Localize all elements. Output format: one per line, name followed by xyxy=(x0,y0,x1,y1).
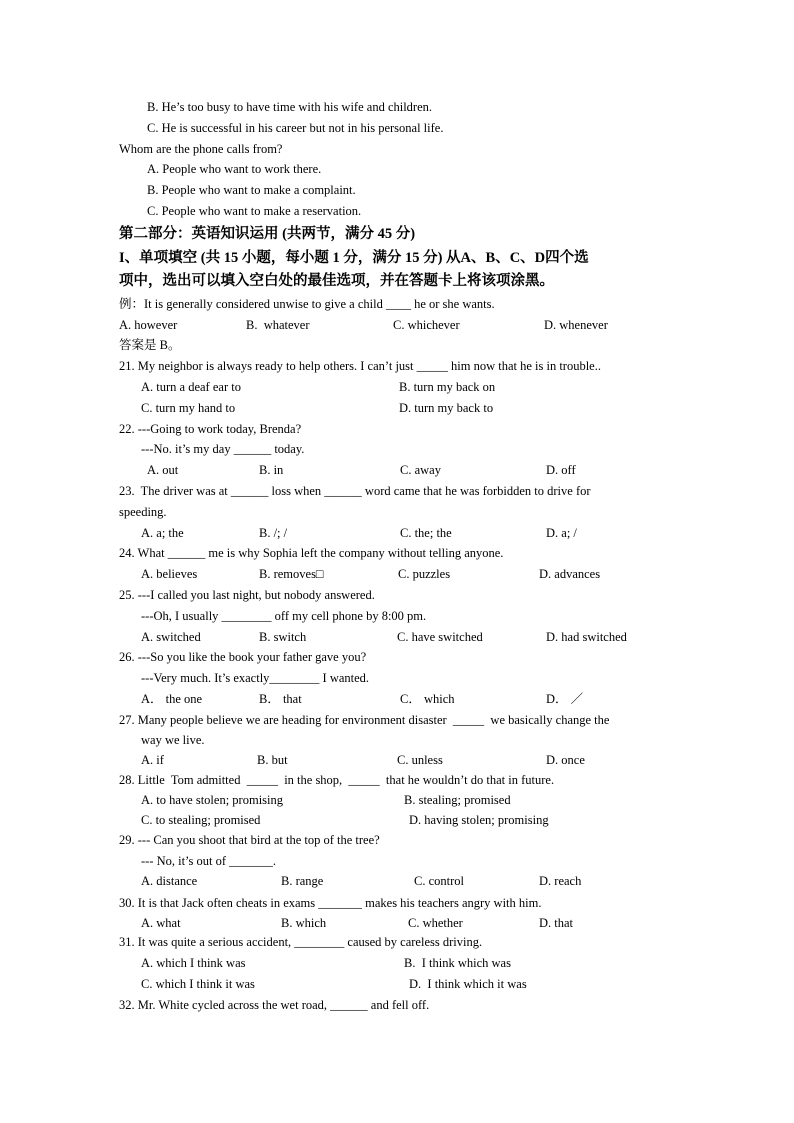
question-option: C. have switched xyxy=(397,630,483,644)
question-option: C. whether xyxy=(408,916,463,930)
question-stem: 23. The driver was at ______ loss when ______ word came that he was forbidden to drive for xyxy=(119,484,591,498)
question-stem: 22. ---Going to work today, Brenda? xyxy=(119,422,302,436)
question-option: D. off xyxy=(546,463,576,477)
question-option: B. switch xyxy=(259,630,307,644)
prev-question-option: A. People who want to work there. xyxy=(147,162,322,176)
question-option: C. turn my hand to xyxy=(141,401,236,415)
question-option: D. once xyxy=(546,753,585,767)
question-option: B. range xyxy=(281,874,324,888)
example-stem: 例：It is generally considered unwise to give a child ____ he or she wants. xyxy=(119,297,495,311)
prev-question-option: B. People who want to make a complaint. xyxy=(147,183,356,197)
question-option: C. which I think it was xyxy=(141,977,255,991)
question-stem: 28. Little Tom admitted _____ in the shop, _____ that he wouldn’t do that in future. xyxy=(119,773,555,787)
question-option: D. had switched xyxy=(546,630,627,644)
question-option: C. unless xyxy=(397,753,443,767)
question-option: A. turn a deaf ear to xyxy=(141,380,241,394)
question-option: C. to stealing; promised xyxy=(141,813,261,827)
question-option: D. turn my back to xyxy=(399,401,494,415)
question-option: C. control xyxy=(414,874,464,888)
question-stem: 21. My neighbor is always ready to help others. I can’t just _____ him now that he is in trouble.. xyxy=(119,359,601,373)
question-stem: 30. It is that Jack often cheats in exams _______ makes his teachers angry with him. xyxy=(119,896,542,910)
example-option: D. whenever xyxy=(544,318,608,332)
section-instructions-1: I、单项填空 (共 15 小题，每小题 1 分，满分 15 分) 从A、B、C、D四个选 xyxy=(119,250,589,266)
question-option: C. puzzles xyxy=(398,567,451,581)
example-option: B. whatever xyxy=(246,318,310,332)
example-answer: 答案是 B。 xyxy=(119,338,181,352)
question-option: A. distance xyxy=(141,874,198,888)
question-option: A. which I think was xyxy=(141,956,246,970)
section-instructions-2: 项中，选出可以填入空白处的最佳选项，并在答题卡上将该项涂黑。 xyxy=(119,273,554,289)
question-option: A. out xyxy=(147,463,179,477)
example-option: A. however xyxy=(119,318,178,332)
question-stem: 31. It was quite a serious accident, ________ caused by careless driving. xyxy=(119,935,483,949)
question-option: B. in xyxy=(259,463,284,477)
question-option: D. a; / xyxy=(546,526,577,540)
question-option: B. removes□ xyxy=(259,567,324,581)
question-option: B． that xyxy=(259,692,302,706)
question-option: C． which xyxy=(400,692,455,706)
question-stem: 29. --- Can you shoot that bird at the top of the tree? xyxy=(119,833,380,847)
question-stem: 24. What ______ me is why Sophia left the company without telling anyone. xyxy=(119,546,504,560)
example-option: C. whichever xyxy=(393,318,460,332)
question-option: D. reach xyxy=(539,874,582,888)
question-option: A. if xyxy=(141,753,164,767)
question-stem-line: ---Very much. It’s exactly________ I wanted. xyxy=(141,671,370,685)
question-option: D. having stolen; promising xyxy=(409,813,549,827)
question-stem: 32. Mr. White cycled across the wet road, ______ and fell off. xyxy=(119,998,430,1012)
question-stem-line: ---Oh, I usually ________ off my cell phone by 8:00 pm. xyxy=(141,609,427,623)
question-stem: 26. ---So you like the book your father gave you? xyxy=(119,650,367,664)
question-option: A. to have stolen; promising xyxy=(141,793,283,807)
question-option: B. I think which was xyxy=(404,956,511,970)
question-stem-line: ---No. it’s my day ______ today. xyxy=(141,442,305,456)
prev-option-b: B. He’s too busy to have time with his wife and children. xyxy=(147,100,433,114)
question-stem: 27. Many people believe we are heading for environment disaster _____ we basically change the xyxy=(119,713,610,727)
question-option: B. /; / xyxy=(259,526,288,540)
question-option: D. I think which it was xyxy=(409,977,527,991)
question-option: B. but xyxy=(257,753,288,767)
prev-option-c: C. He is successful in his career but not in his personal life. xyxy=(147,121,444,135)
question-option: D. advances xyxy=(539,567,601,581)
question-stem-line: --- No, it’s out of _______. xyxy=(141,854,277,868)
question-stem: 25. ---I called you last night, but nobody answered. xyxy=(119,588,375,602)
question-option: A. switched xyxy=(141,630,201,644)
question-option: B. which xyxy=(281,916,327,930)
question-option: D． ／ xyxy=(546,692,584,706)
question-option: A. a; the xyxy=(141,526,184,540)
section-title: 第二部分：英语知识运用 (共两节，满分 45 分) xyxy=(119,226,416,242)
question-option: A． the one xyxy=(141,692,203,706)
question-option: B. turn my back on xyxy=(399,380,496,394)
question-stem-line: way we live. xyxy=(141,733,205,747)
question-option: A. believes xyxy=(141,567,198,581)
question-option: A. what xyxy=(141,916,181,930)
question-option: C. the; the xyxy=(400,526,452,540)
question-option: C. away xyxy=(400,463,441,477)
question-option: D. that xyxy=(539,916,574,930)
prev-question: Whom are the phone calls from? xyxy=(119,142,283,156)
question-stem-line: speeding. xyxy=(119,505,167,519)
prev-question-option: C. People who want to make a reservation. xyxy=(147,204,362,218)
question-option: B. stealing; promised xyxy=(404,793,511,807)
